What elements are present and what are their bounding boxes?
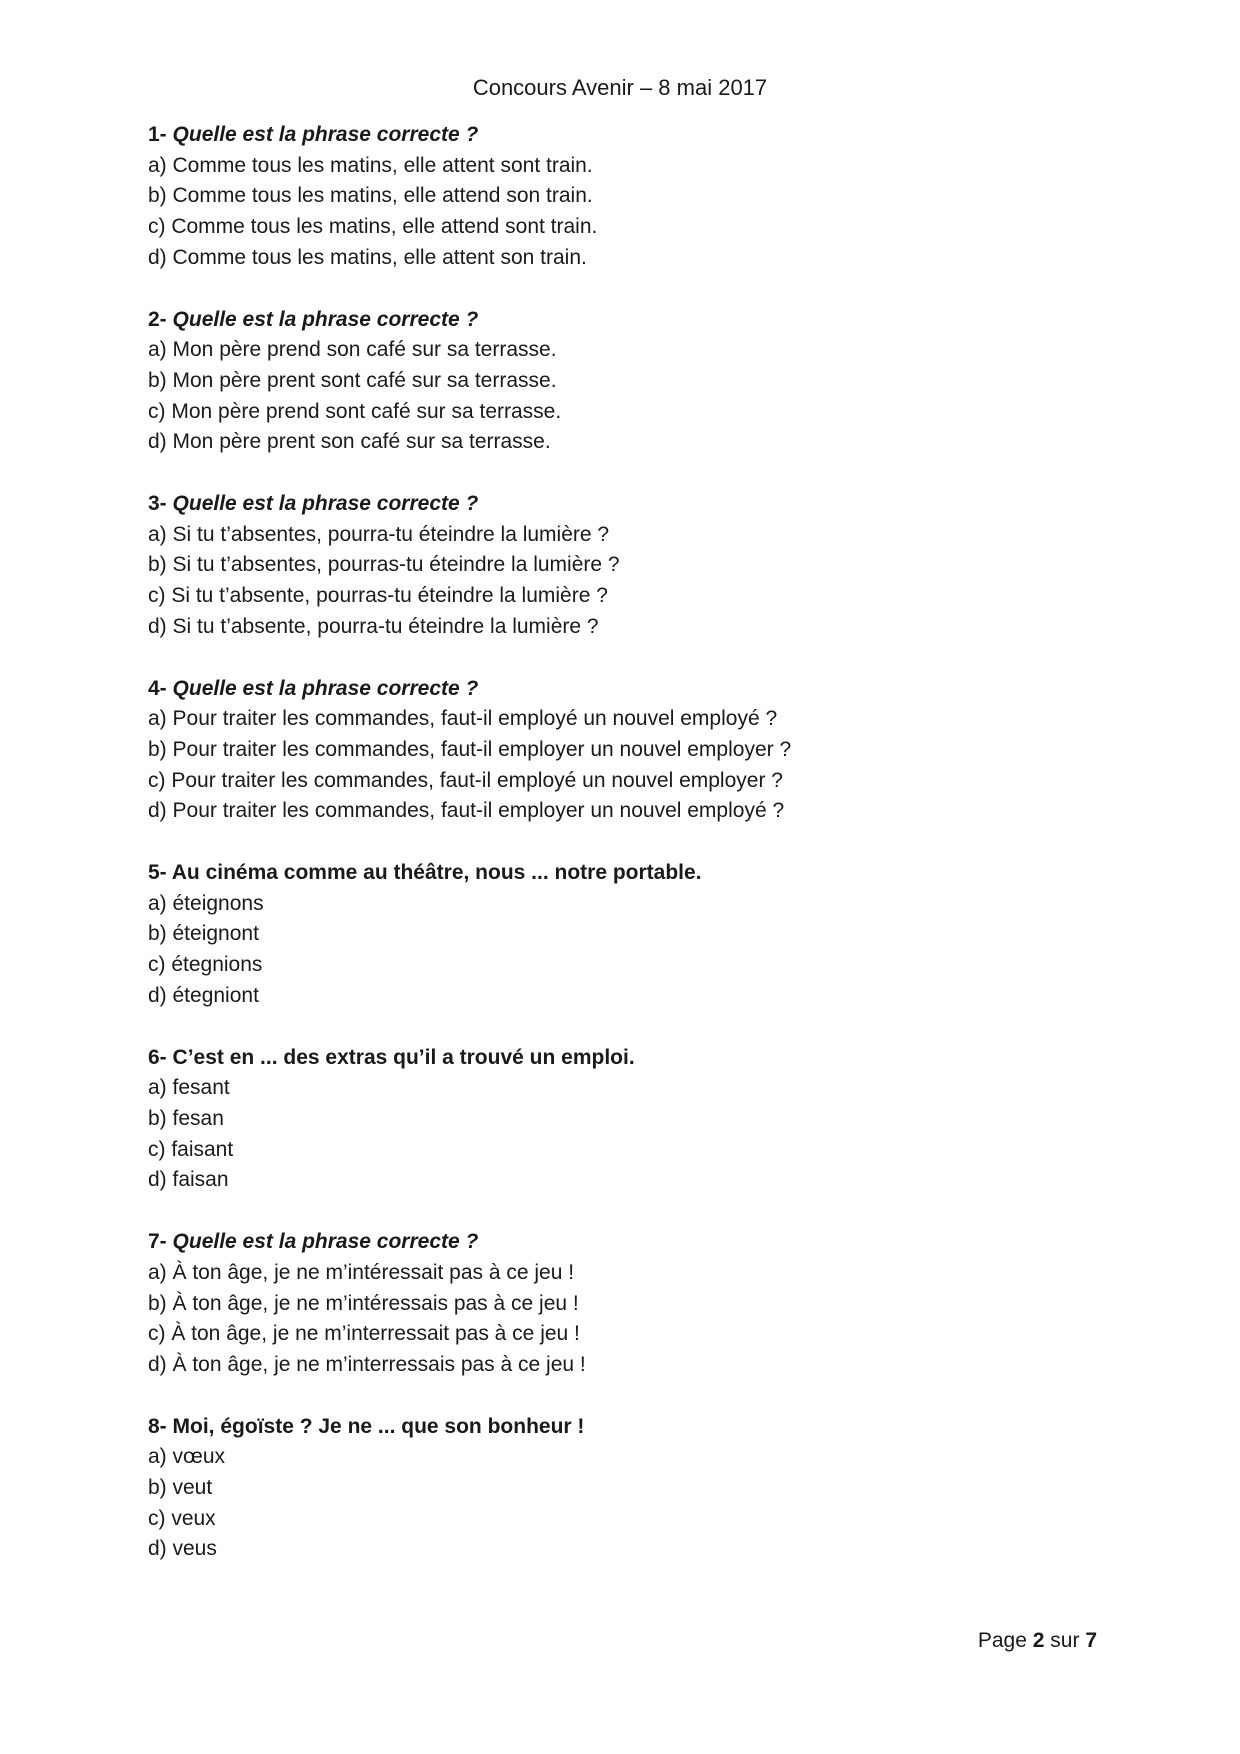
question-block [148, 1412, 1108, 1566]
answer-option: b) éteignont [148, 922, 259, 946]
question-block [148, 489, 1108, 643]
answer-option: c) À ton âge, je ne m’interressait pas à ce jeu ! [148, 1322, 580, 1346]
question-text: Au cinéma comme au théâtre, nous ... notre portable. [171, 861, 702, 885]
question-number: 1- [148, 123, 167, 146]
question-block [148, 1227, 1108, 1381]
answer-option: c) étegnions [148, 953, 263, 977]
answer-option: a) À ton âge, je ne m’intéressait pas à ce jeu ! [148, 1260, 575, 1284]
answer-option: d) Si tu t’absente, pourra-tu éteindre la lumière ? [148, 614, 599, 638]
answer-option: b) Comme tous les matins, elle attend son train. [148, 184, 593, 208]
answer-option: d) À ton âge, je ne m’interressais pas à ce jeu ! [148, 1352, 586, 1376]
question-number: 6- [148, 1045, 167, 1069]
answer-option: d) Mon père prent son café sur sa terrasse. [148, 430, 551, 454]
question-block [148, 1043, 1108, 1197]
question-number: 7- [148, 1230, 167, 1254]
question-text: C’est en ... des extras qu’il a trouvé un emploi. [172, 1045, 635, 1069]
page-header: Concours Avenir – 8 mai 2017 [472, 75, 768, 100]
footer-page-label: Page [977, 1629, 1027, 1652]
question-text: Quelle est la phrase correcte ? [172, 307, 479, 331]
question-title [148, 858, 1108, 889]
question-number: 2- [148, 307, 167, 331]
answer-option: d) Pour traiter les commandes, faut-il employer un nouvel employé ? [148, 799, 785, 823]
question-title [148, 489, 1108, 520]
question-list [148, 120, 1108, 1596]
question-number: 8- [148, 1414, 167, 1438]
footer-current-page: 2 [1032, 1629, 1045, 1652]
question-title [148, 1043, 1108, 1074]
answer-option: b) veut [148, 1476, 213, 1500]
answer-option: a) Si tu t’absentes, pourra-tu éteindre la lumière ? [148, 522, 610, 546]
question-number: 4- [148, 676, 167, 700]
question-text: Moi, égoïste ? Je ne ... que son bonheur ! [172, 1414, 585, 1438]
answer-option: c) Mon père prend sont café sur sa terrasse. [148, 399, 562, 423]
answer-option: a) éteignons [148, 891, 264, 915]
answer-option: b) fesan [148, 1106, 224, 1130]
question-title [148, 120, 1108, 151]
answer-option: b) Mon père prent sont café sur sa terrasse. [148, 368, 557, 392]
question-title [148, 305, 1108, 336]
question-block [148, 858, 1108, 1012]
answer-option: d) Comme tous les matins, elle attent son train. [148, 245, 587, 269]
answer-option: a) Mon père prend son café sur sa terrasse. [148, 338, 557, 362]
answer-option: d) étegniont [148, 983, 259, 1007]
answer-option: a) vœux [148, 1445, 226, 1469]
question-block [148, 120, 1108, 274]
question-text: Quelle est la phrase correcte ? [172, 1230, 479, 1254]
answer-option: d) veus [148, 1537, 217, 1561]
answer-option: a) Comme tous les matins, elle attent sont train. [148, 153, 593, 177]
footer-separator: sur [1050, 1629, 1080, 1652]
answer-option: c) faisant [148, 1137, 234, 1161]
answer-option: b) Si tu t’absentes, pourras-tu éteindre la lumière ? [148, 553, 620, 577]
answer-option: d) faisan [148, 1168, 229, 1192]
answer-option: b) Pour traiter les commandes, faut-il employer un nouvel employer ? [148, 737, 792, 761]
question-text: Quelle est la phrase correcte ? [172, 492, 479, 516]
question-text: Quelle est la phrase correcte ? [172, 123, 479, 146]
question-block [148, 305, 1108, 459]
answer-option: b) À ton âge, je ne m’intéressais pas à ce jeu ! [148, 1291, 579, 1315]
answer-option: a) Pour traiter les commandes, faut-il employé un nouvel employé ? [148, 707, 778, 731]
question-block [148, 674, 1108, 828]
answer-option: c) Pour traiter les commandes, faut-il employé un nouvel employer ? [148, 768, 783, 792]
question-title [148, 1227, 1108, 1258]
page-footer [978, 1627, 1097, 1655]
question-title [148, 1412, 1108, 1443]
answer-option: c) Si tu t’absente, pourras-tu éteindre la lumière ? [148, 584, 608, 608]
question-text: Quelle est la phrase correcte ? [172, 676, 479, 700]
footer-total-pages: 7 [1085, 1629, 1097, 1652]
question-number: 5- [148, 861, 167, 885]
question-number: 3- [148, 492, 167, 516]
answer-option: c) veux [148, 1506, 216, 1530]
question-title [148, 674, 1108, 705]
answer-option: c) Comme tous les matins, elle attend sont train. [148, 215, 598, 239]
answer-option: a) fesant [148, 1076, 230, 1100]
